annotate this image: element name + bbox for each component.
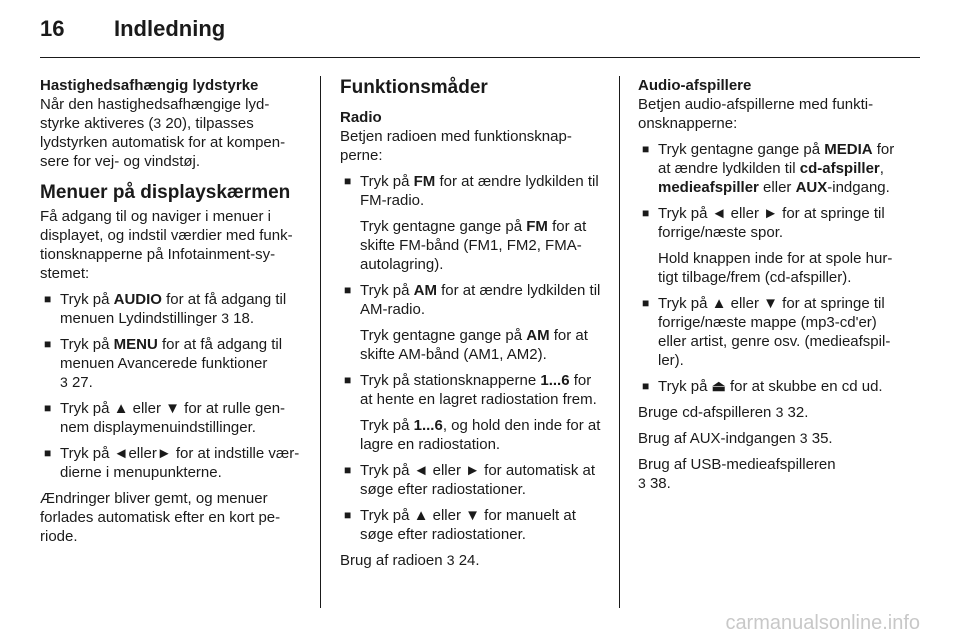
- list-subitem: Tryk gentagne gange på FM for at skifte FM-bånd (FM1, FM2, FMA-autolagring).: [360, 218, 587, 273]
- column-2: [340, 76, 602, 577]
- bullet-icon: ■: [44, 337, 52, 351]
- section-heading: Audio-afspillere: [638, 77, 752, 94]
- paragraph: Brug af USB-medieafspilleren 3 38.: [638, 456, 836, 492]
- watermark: carmanualsonline.info: [725, 612, 920, 634]
- list-item: ■ Tryk på FM for at ændre lydkilden til FM-radio.: [344, 173, 599, 209]
- eject-icon: ⏏: [711, 378, 726, 395]
- bullet-icon: ■: [642, 206, 650, 220]
- column-divider-1: [320, 76, 321, 608]
- list-item: ■ Tryk på ▲ eller ▼ for at rulle gen-nem displaymenuindstillinger.: [44, 400, 286, 436]
- page-ref-icon: 3: [153, 115, 162, 131]
- bullet-icon: ■: [344, 373, 352, 387]
- list-subitem: Hold knappen inde for at spole hur-tigt tilbage/frem (cd-afspiller).: [658, 250, 893, 286]
- paragraph: Bruge cd-afspilleren 3 32.: [638, 404, 809, 421]
- bullet-icon: ■: [344, 174, 352, 188]
- list-item: ■ Tryk på AUDIO for at få adgang til menuen Lydindstillinger 3 18.: [44, 291, 287, 327]
- bullet-icon: ■: [44, 401, 52, 415]
- list-item: ■ Tryk på ◄ eller ► for automatisk at søge efter radiostationer.: [344, 462, 596, 498]
- list-item: ■ Tryk på ◄ eller ► for at springe til forrige/næste spor.: [642, 205, 885, 241]
- column-3: [638, 76, 900, 500]
- page-ref-icon: 3: [446, 552, 455, 568]
- page-ref-icon: 3: [638, 475, 646, 491]
- chapter-title: Indledning: [114, 16, 226, 41]
- list-item: ■ Tryk på ▲ eller ▼ for manuelt at søge efter radiostationer.: [344, 507, 576, 543]
- paragraph: Betjen radioen med funktionsknap-perne:: [340, 128, 572, 164]
- paragraph: Ændringer bliver gemt, og menuer forlades automatisk efter en kort pe-riode.: [40, 490, 281, 545]
- section-heading: Hastighedsafhængig lydstyrke: [40, 77, 259, 94]
- list-subitem: Tryk gentagne gange på AM for at skifte AM-bånd (AM1, AM2).: [360, 327, 588, 363]
- bullet-icon: ■: [642, 379, 650, 393]
- paragraph: Brug af radioen 3 24.: [340, 552, 480, 569]
- section-heading: Menuer på displayskærmen: [40, 182, 291, 203]
- paragraph: Når den hastighedsafhængige lyd-styrke aktiveres (3 20), tilpasses lydstyrken automatisk for at kompen-sere for vej- og vindstøj.: [40, 96, 286, 170]
- list-item: ■ Tryk gentagne gange på MEDIA for at ændre lydkilden til cd-afspiller, medieafspiller eller AUX-indgang.: [642, 141, 895, 196]
- page-ref-icon: 3: [60, 374, 68, 390]
- list-subitem: Tryk på 1...6, og hold den inde for at lagre en radiostation.: [360, 417, 601, 453]
- column-1: [40, 76, 303, 553]
- page-ref-icon: 3: [775, 404, 784, 420]
- subsection-heading: Radio: [340, 109, 382, 126]
- list-item: ■ Tryk på ▲ eller ▼ for at springe til forrige/næste mappe (mp3-cd'er) eller artist, genre osv. (medieafspil-ler).: [642, 295, 891, 369]
- paragraph: Få adgang til og naviger i menuer i displayet, og indstil værdier med funk-tionsknapperne på Infotainment-sy-stemet:: [40, 208, 293, 282]
- bullet-icon: ■: [642, 142, 650, 156]
- page-ref-icon: 3: [221, 310, 230, 326]
- bullet-icon: ■: [344, 508, 352, 522]
- bullet-icon: ■: [344, 463, 352, 477]
- bullet-icon: ■: [44, 292, 52, 306]
- column-divider-2: [619, 76, 620, 608]
- page-number: 16: [40, 16, 65, 41]
- list-item: ■ Tryk på ⏏ for at skubbe en cd ud.: [642, 378, 883, 395]
- list-item: ■ Tryk på stationsknapperne 1...6 for at hente en lagret radiostation frem.: [344, 372, 597, 408]
- section-heading: Funktionsmåder: [340, 77, 488, 98]
- paragraph: Brug af AUX-indgangen 3 35.: [638, 430, 833, 447]
- page-ref-icon: 3: [799, 430, 808, 446]
- paragraph: Betjen audio-afspillerne med funkti-onsknapperne:: [638, 96, 874, 132]
- list-item: ■ Tryk på AM for at ændre lydkilden til AM-radio.: [344, 282, 601, 318]
- list-item: ■ Tryk på MENU for at få adgang til menuen Avancerede funktioner 3 27.: [44, 336, 283, 391]
- bullet-icon: ■: [642, 296, 650, 310]
- list-item: ■ Tryk på ◄eller► for at indstille vær-dierne i menupunkterne.: [44, 445, 300, 481]
- bullet-icon: ■: [344, 283, 352, 297]
- bullet-icon: ■: [44, 446, 52, 460]
- header-rule: [40, 57, 920, 58]
